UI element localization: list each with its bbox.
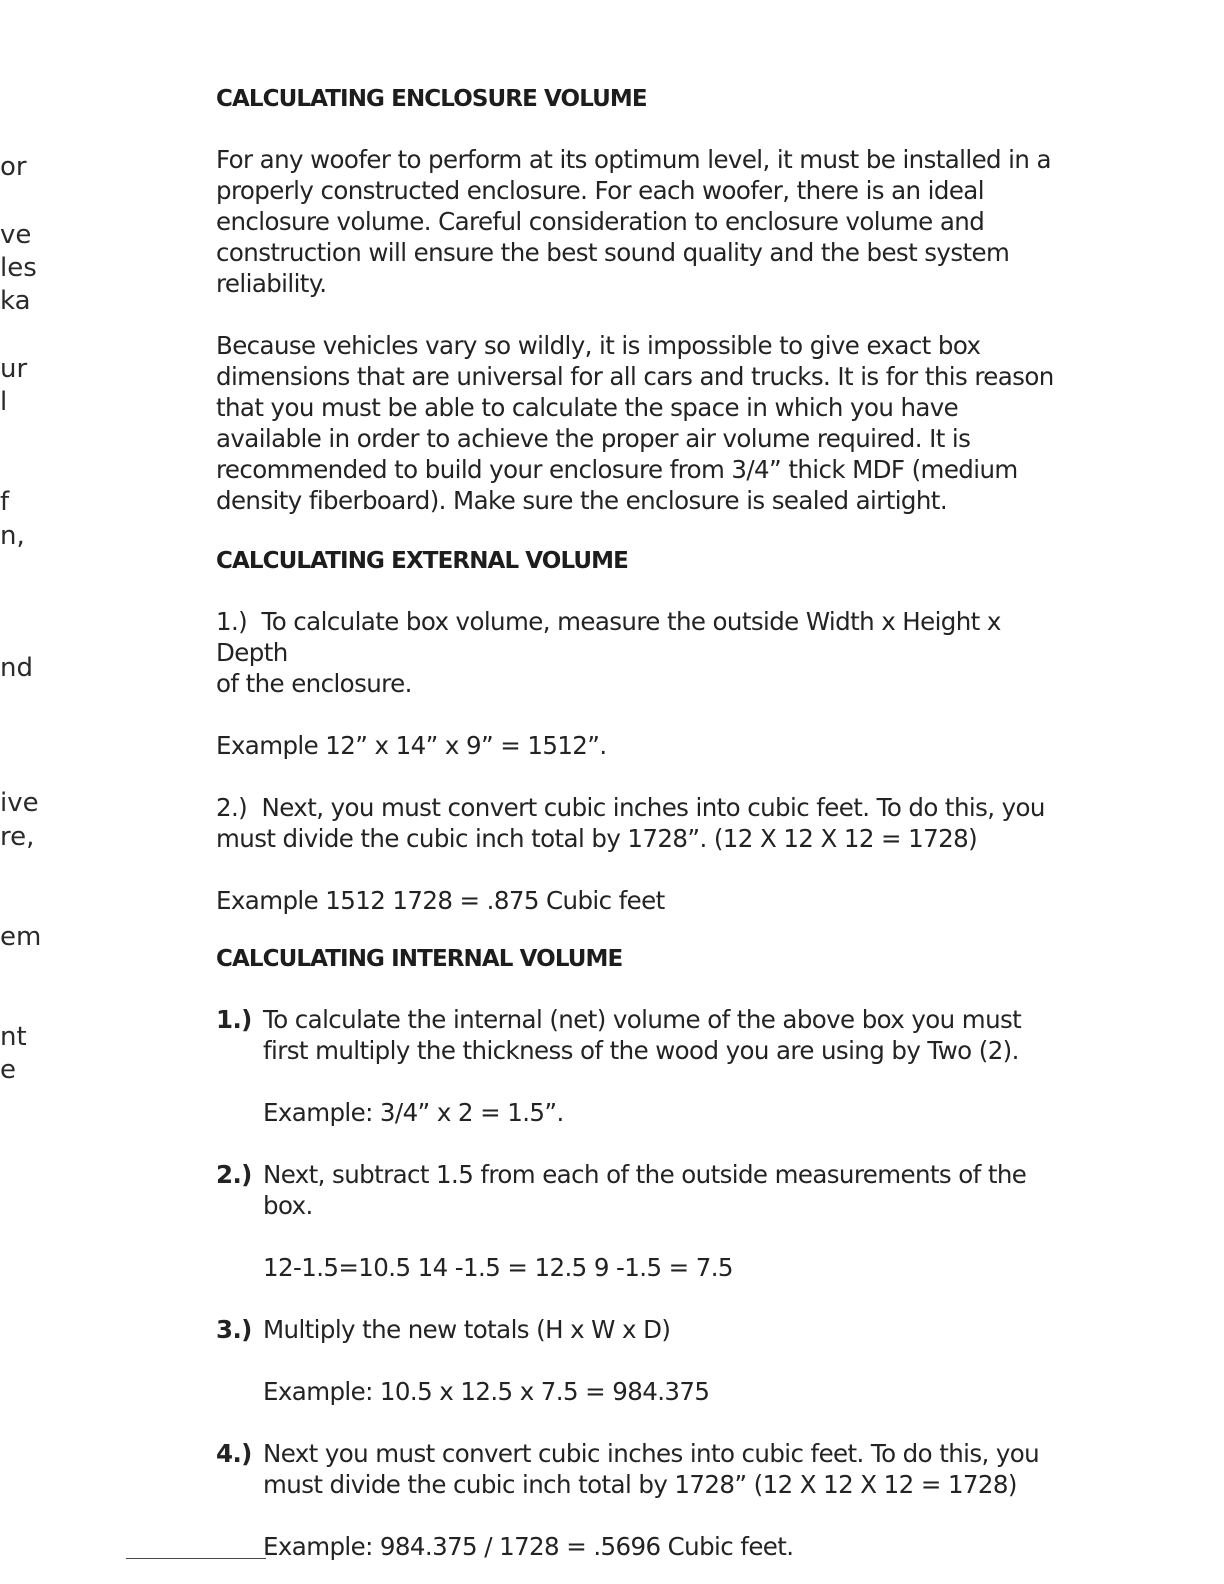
- internal-step-2-example: 12-1.5=10.5 14 -1.5 = 12.5 9 -1.5 = 7.5: [263, 1253, 733, 1282]
- internal-step-2: [216, 1159, 1066, 1221]
- edge-fragment: nd: [0, 653, 33, 683]
- edge-fragment: nt: [0, 1022, 27, 1052]
- external-step-2-number: 2.): [216, 793, 248, 822]
- edge-fragment: les: [0, 253, 37, 283]
- internal-step-3-text: Multiply the new totals (H x W x D): [263, 1315, 671, 1344]
- edge-fragment: re,: [0, 822, 35, 852]
- enclosure-volume-heading: CALCULATING ENCLOSURE VOLUME: [216, 86, 647, 112]
- external-step-2-text: Next, you must convert cubic inches into cubic feet. To do this, you: [261, 793, 1045, 822]
- edge-fragment: or: [0, 152, 27, 182]
- internal-step-1-text: To calculate the internal (net) volume of the above box you must first multiply the thickness of the wood you are using by Two (2).: [263, 1005, 1022, 1065]
- internal-step-3: [216, 1314, 1066, 1345]
- edge-fragment: f: [0, 487, 10, 517]
- external-step-1-text: To calculate box volume, measure the outside Width x Height x Depth: [216, 607, 1001, 667]
- edge-fragment: ve: [0, 220, 32, 250]
- external-step-2-line: [216, 792, 1066, 823]
- internal-step-1-number: 1.): [216, 1005, 252, 1034]
- enclosure-detail-paragraph: Because vehicles vary so wildly, it is impossible to give exact box dimensions that are universal for all cars and trucks. It is for this reason that you must be able to calculate the space in which you have available in order to achieve the proper air volume required. It is recommended to build your enclosure from 3/4” thick MDF (medium density fiberboard). Make sure the enclosure is sealed airtight.: [216, 331, 1054, 515]
- external-step-1-number: 1.): [216, 607, 248, 636]
- external-step-2-continuation: must divide the cubic inch total by 1728”. (12 X 12 X 12 = 1728): [216, 824, 978, 853]
- edge-fragment: ur: [0, 354, 28, 384]
- internal-step-3-example: Example: 10.5 x 12.5 x 7.5 = 984.375: [263, 1377, 710, 1406]
- external-step-1-continuation: of the enclosure.: [216, 669, 412, 698]
- footnote-divider: [126, 1558, 266, 1559]
- edge-fragment: n,: [0, 521, 25, 551]
- enclosure-intro-paragraph: For any woofer to perform at its optimum level, it must be installed in a properly constructed enclosure. For each woofer, there is an ideal enclosure volume. Careful consideration to enclosure volume and construction will ensure the best sound quality and the best system reliability.: [216, 145, 1051, 298]
- edge-fragment: e: [0, 1055, 16, 1085]
- edge-fragment: l: [0, 387, 8, 417]
- external-step-1: [216, 606, 1066, 699]
- external-step-1-line: [216, 606, 1066, 668]
- document-body: [216, 82, 1066, 1562]
- internal-step-2-number: 2.): [216, 1160, 252, 1189]
- internal-step-4-number: 4.): [216, 1439, 252, 1468]
- internal-step-1-example: Example: 3/4” x 2 = 1.5”.: [263, 1098, 564, 1127]
- internal-step-2-text: Next, subtract 1.5 from each of the outside measurements of the box.: [263, 1160, 1027, 1220]
- edge-fragment: ive: [0, 788, 39, 818]
- internal-step-3-number: 3.): [216, 1315, 252, 1344]
- external-example-1: Example 12” x 14” x 9” = 1512”.: [216, 731, 607, 760]
- internal-step-4-example: Example: 984.375 / 1728 = .5696 Cubic feet.: [263, 1532, 794, 1561]
- edge-fragment: em: [0, 922, 42, 952]
- external-example-2: Example 1512 1728 = .875 Cubic feet: [216, 886, 665, 915]
- external-step-2: [216, 792, 1066, 854]
- external-volume-heading: CALCULATING EXTERNAL VOLUME: [216, 548, 628, 574]
- internal-step-4-text: Next you must convert cubic inches into cubic feet. To do this, you must divide the cubic inch total by 1728” (12 X 12 X 12 = 1728): [263, 1439, 1040, 1499]
- edge-fragment: ka: [0, 286, 31, 316]
- internal-volume-heading: CALCULATING INTERNAL VOLUME: [216, 946, 623, 972]
- internal-step-4: [216, 1438, 1066, 1500]
- internal-step-1: [216, 1004, 1066, 1066]
